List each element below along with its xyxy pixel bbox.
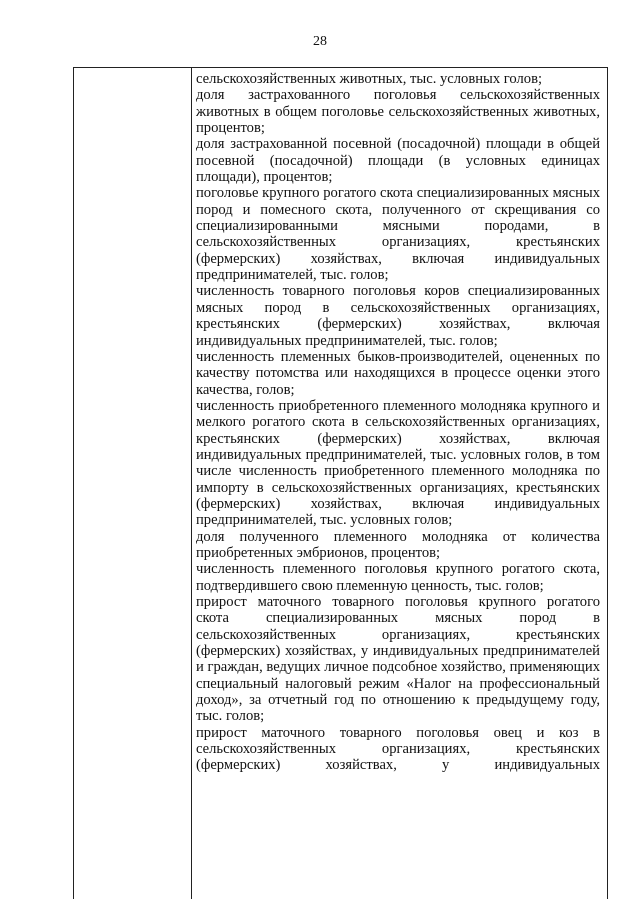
paragraph: численность приобретенного племенного молодняка крупного и мелкого рогатого скота в сельскохозяйственных организациях, крестьянских (фермерских) хозяйствах, включая индивидуальных предпринимателей, тыс. условных голов, в том числе численность приобретенного племенного молодняка по импорту в сельскохозяйственных организациях, крестьянских (фермерских) хозяйствах, включая индивидуальных предпринимателей, тыс. условных голов; [196, 397, 600, 529]
column-divider [191, 67, 192, 899]
paragraph: доля застрахованного поголовья сельскохозяйственных животных в общем поголовье сельскохозяйственных животных, процентов; [196, 87, 600, 137]
paragraph: численность племенного поголовья крупного рогатого скота, подтвердившего свою племенную ценность, тыс. голов; [196, 561, 600, 594]
indicators-cell [196, 71, 600, 774]
page-number: 28 [313, 34, 327, 49]
paragraph: доля застрахованной посевной (посадочной) площади в общей посевной (посадочной) площади (в условных единицах площади), процентов; [196, 136, 600, 186]
paragraph: численность племенных быков-производителей, оцененных по качеству потомства или находящихся в процессе оценки этого качества, голов; [196, 348, 600, 398]
paragraph: сельскохозяйственных животных, тыс. условных голов; [196, 71, 543, 87]
paragraph: поголовье крупного рогатого скота специализированных мясных пород и помесного скота, полученного от скрещивания со специализированными мясными породами, в сельскохозяйственных организациях, крестьянских (фермерских) хозяйствах, включая индивидуальных предпринимателей, тыс. голов; [196, 185, 600, 284]
paragraph: доля полученного племенного молодняка от количества приобретенных эмбрионов, процентов; [196, 528, 600, 561]
paragraph: прирост маточного товарного поголовья крупного рогатого скота специализированных мясных пород в сельскохозяйственных организациях, крестьянских (фермерских) хозяйствах, у индивидуальных предпринимателей и граждан, ведущих личное подсобное хозяйство, применяющих специальный налоговый режим «Налог на профессиональный доход», за отчетный год по отношению к предыдущему году, тыс. голов; [196, 594, 600, 725]
paragraph: численность товарного поголовья коров специализированных мясных пород в сельскохозяйственных организациях, крестьянских (фермерских) хозяйствах, включая индивидуальных предпринимателей, тыс. голов; [196, 283, 600, 349]
paragraph: прирост маточного товарного поголовья овец и коз в сельскохозяйственных организациях, крестьянских (фермерских) хозяйствах, у индивидуальных [196, 724, 600, 774]
